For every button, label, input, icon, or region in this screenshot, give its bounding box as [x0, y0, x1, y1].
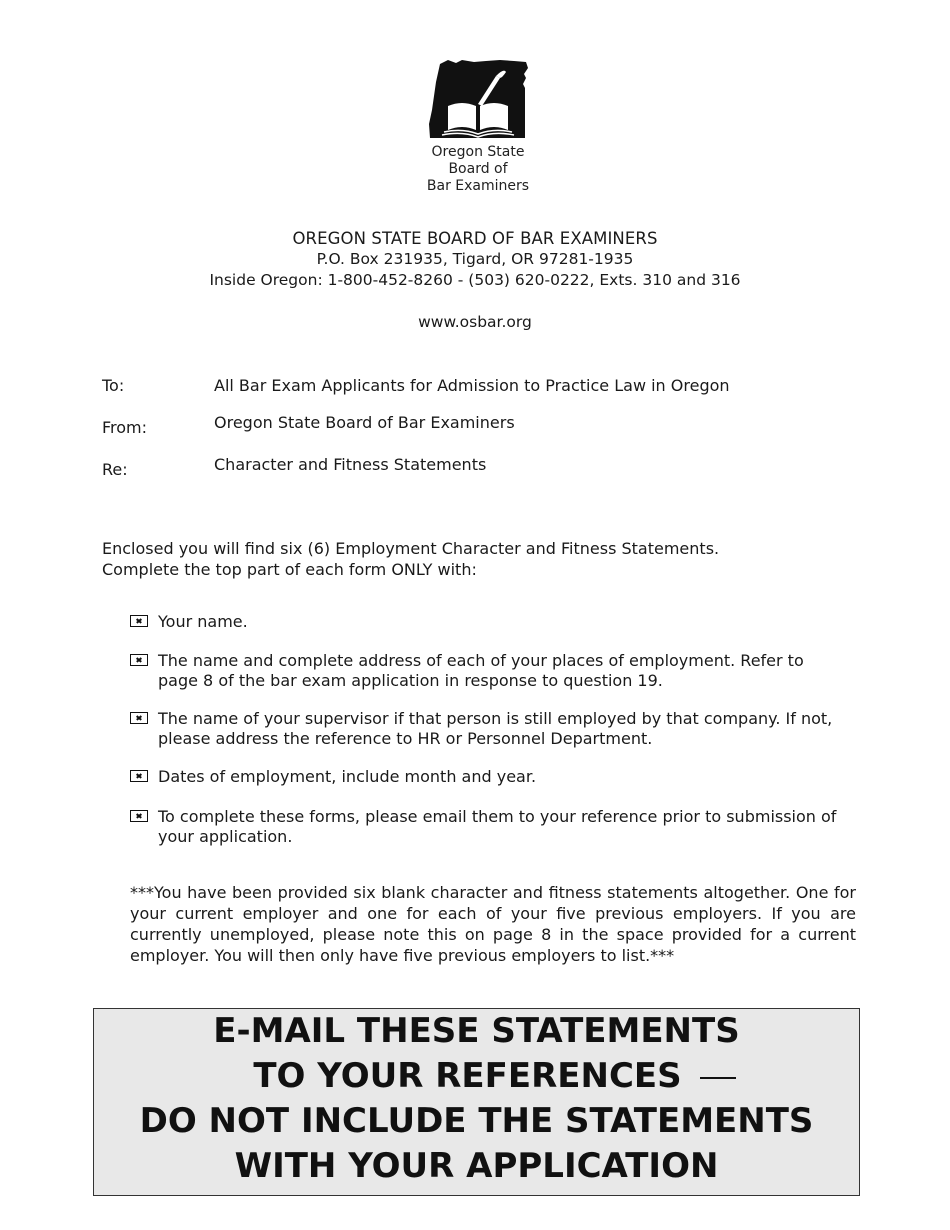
checked-box-icon	[130, 770, 148, 782]
intro-paragraph	[102, 538, 719, 580]
osbbe-logo	[413, 48, 543, 208]
checked-box-icon	[130, 712, 148, 724]
list-item-text: The name of your supervisor if that person is still employed by that company. If not,	[158, 709, 833, 728]
intro-line-1: Enclosed you will find six (6) Employment Character and Fitness Statements.	[102, 539, 720, 558]
org-website-link[interactable]: www.osbar.org	[418, 313, 532, 331]
banner-line-3: DO NOT INCLUDE THE STATEMENTS	[139, 1101, 814, 1141]
oregon-book-pen-icon	[426, 58, 530, 140]
list-item-text: To complete these forms, please email them to your reference prior to submission of	[158, 807, 837, 826]
list-item-text-cont: please address the reference to HR or Personnel Department.	[158, 729, 653, 748]
memo-to-value: All Bar Exam Applicants for Admission to Practice Law in Oregon	[214, 376, 730, 395]
list-item-text-cont: your application.	[158, 827, 293, 846]
list-item-text: Your name.	[158, 612, 248, 631]
list-item-text: The name and complete address of each of your places of employment. Refer to	[158, 651, 804, 670]
memo-re-label: Re:	[102, 460, 128, 479]
letterhead	[0, 228, 950, 331]
list-item-text: Dates of employment, include month and year.	[158, 767, 537, 786]
checked-box-icon	[130, 654, 148, 666]
list-item	[130, 612, 840, 632]
list-item-text-cont: page 8 of the bar exam application in response to question 19.	[158, 671, 663, 690]
org-name: OREGON STATE BOARD OF BAR EXAMINERS	[292, 229, 658, 248]
em-dash	[700, 1077, 736, 1079]
list-item	[130, 651, 840, 691]
logo-line-2: Board of	[448, 161, 508, 177]
warning-banner	[93, 1008, 860, 1196]
list-item	[130, 807, 840, 847]
memo-re-value: Character and Fitness Statements	[214, 455, 487, 474]
intro-line-2: Complete the top part of each form ONLY with:	[102, 560, 477, 579]
note-paragraph: ***You have been provided six blank character and fitness statements altogether. One for your current employer and one for each of your five previous employers. If you are currently unemployed, please note this on page 8 in the space provided for a current employer. You will then only have five previous employers to list.***	[130, 883, 856, 965]
checked-box-icon	[130, 615, 148, 627]
list-item	[130, 709, 840, 749]
logo-line-3: Bar Examiners	[426, 178, 530, 194]
list-item	[130, 767, 840, 787]
banner-line-1: E-MAIL THESE STATEMENTS	[213, 1011, 740, 1051]
banner-line-4: WITH YOUR APPLICATION	[234, 1146, 719, 1186]
banner-line-2-wrap	[94, 1054, 859, 1099]
logo-line-1: Oregon State	[431, 144, 525, 160]
checked-box-icon	[130, 810, 148, 822]
org-phone: Inside Oregon: 1-800-452-8260 - (503) 620-0222, Exts. 310 and 316	[209, 271, 741, 289]
org-address: P.O. Box 231935, Tigard, OR 97281-1935	[316, 250, 634, 268]
memo-from-label: From:	[102, 418, 148, 437]
memo-to-label: To:	[102, 376, 125, 395]
memo-from-value: Oregon State Board of Bar Examiners	[214, 413, 515, 432]
banner-line-2: TO YOUR REFERENCES	[253, 1056, 682, 1096]
